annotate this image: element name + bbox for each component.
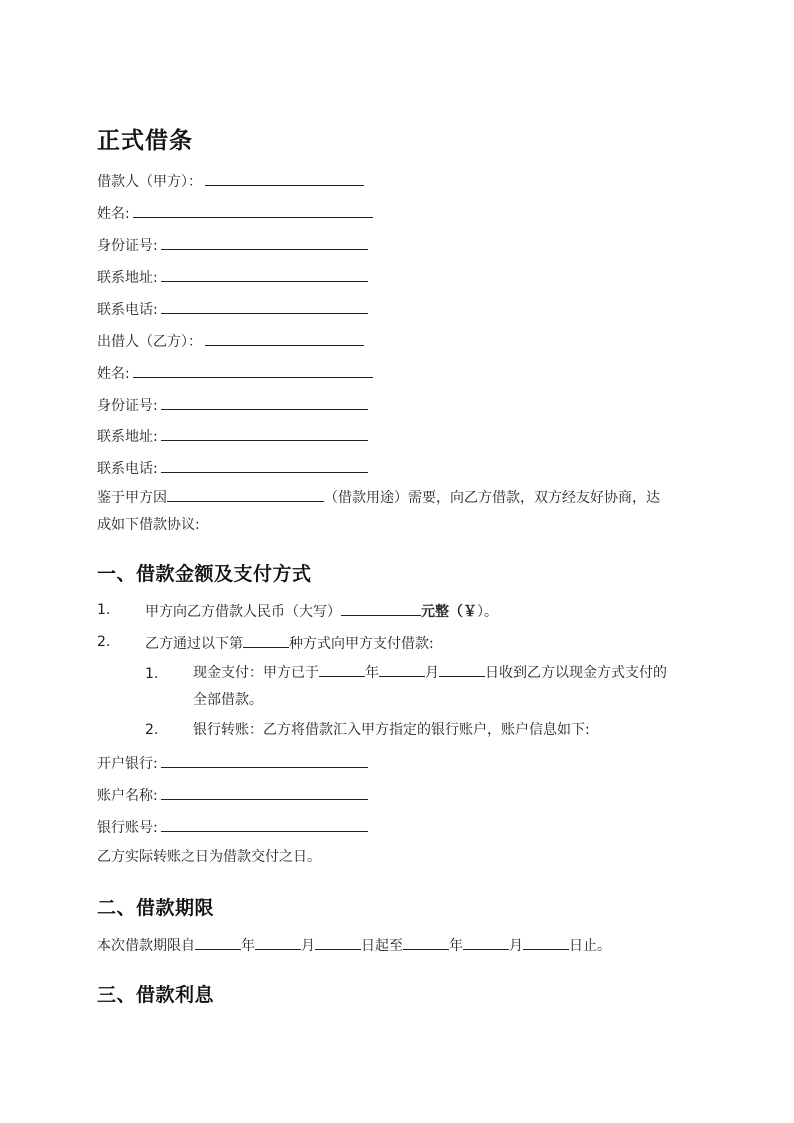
purpose-blank[interactable] — [167, 487, 324, 502]
borrower-name-label: 姓名: — [97, 206, 130, 222]
borrower-phone-blank[interactable] — [161, 299, 368, 314]
section3-heading: 三、借款利息 — [97, 984, 215, 1006]
item2-text-before: 乙方通过以下第 — [145, 636, 243, 652]
start-day-blank[interactable] — [315, 935, 361, 950]
end-month-blank[interactable] — [463, 935, 509, 950]
section1-item1 — [145, 601, 498, 621]
account-name-label: 账户名称: — [97, 788, 158, 804]
sub2-text: 银行转账：乙方将借款汇入甲方指定的银行账户，账户信息如下: — [193, 722, 590, 738]
bank-blank[interactable] — [161, 753, 368, 768]
section2-heading: 二、借款期限 — [97, 897, 215, 919]
item1-bold-text: 元整（￥ — [421, 604, 477, 620]
account-number-label: 银行账号: — [97, 820, 158, 836]
lender-line — [97, 331, 364, 351]
bank-line — [97, 753, 368, 773]
account-name-blank[interactable] — [161, 785, 368, 800]
borrower-address-blank[interactable] — [161, 267, 368, 282]
borrower-id-line — [97, 235, 368, 255]
document-title: 正式借条 — [97, 128, 193, 154]
borrower-address-label: 联系地址: — [97, 270, 158, 286]
sub1-text — [193, 660, 703, 714]
item1-text-after: ）。 — [477, 604, 498, 620]
sub1-line2: 全部借款。 — [193, 692, 263, 708]
account-name-line — [97, 785, 368, 805]
borrower-id-blank[interactable] — [161, 235, 368, 250]
borrower-phone-line — [97, 299, 368, 319]
lender-address-label: 联系地址: — [97, 429, 158, 445]
term-t4: 日起至 — [361, 938, 403, 954]
lender-blank[interactable] — [205, 331, 364, 346]
lender-name-line — [97, 363, 373, 383]
borrower-id-label: 身份证号: — [97, 238, 158, 254]
sub1-t1: 现金支付：甲方已于 — [193, 665, 319, 681]
term-t7: 日止。 — [569, 938, 611, 954]
item1-text-before: 甲方向乙方借款人民币（大写） — [145, 604, 341, 620]
item2-text-after: 种方式向甲方支付借款: — [289, 636, 434, 652]
term-t5: 年 — [449, 938, 463, 954]
account-number-line — [97, 817, 368, 837]
lender-address-line — [97, 426, 368, 446]
borrower-name-blank[interactable] — [133, 203, 373, 218]
intro-paragraph — [97, 485, 697, 539]
term-t1: 本次借款期限自 — [97, 938, 195, 954]
account-number-blank[interactable] — [161, 817, 368, 832]
amount-uppercase-blank[interactable] — [341, 601, 421, 616]
lender-phone-line — [97, 458, 368, 478]
lender-label: 出借人（乙方）： — [97, 334, 202, 350]
borrower-label: 借款人（甲方）： — [97, 174, 202, 190]
lender-address-blank[interactable] — [161, 426, 368, 441]
lender-phone-label: 联系电话: — [97, 461, 158, 477]
sub1-t2: 年 — [365, 665, 379, 681]
loan-term-line — [97, 935, 611, 955]
cash-month-blank[interactable] — [379, 662, 425, 677]
lender-phone-blank[interactable] — [161, 458, 368, 473]
borrower-name-line — [97, 203, 373, 223]
intro-line2: 成如下借款协议: — [97, 517, 200, 533]
sub1-number: 1. — [145, 666, 159, 682]
section1-item1-number: 1. — [97, 602, 111, 618]
lender-name-label: 姓名: — [97, 366, 130, 382]
payment-method-blank[interactable] — [243, 633, 289, 648]
sub2-number: 2. — [145, 722, 159, 738]
start-year-blank[interactable] — [195, 935, 241, 950]
borrower-address-line — [97, 267, 368, 287]
term-t2: 年 — [241, 938, 255, 954]
borrower-line — [97, 171, 364, 191]
borrower-blank[interactable] — [205, 171, 364, 186]
cash-year-blank[interactable] — [319, 662, 365, 677]
section1-item2-number: 2. — [97, 634, 111, 650]
lender-id-label: 身份证号: — [97, 398, 158, 414]
end-day-blank[interactable] — [523, 935, 569, 950]
delivery-note: 乙方实际转账之日为借款交付之日。 — [97, 849, 321, 865]
bank-label: 开户银行: — [97, 756, 158, 772]
intro-after: （借款用途）需要，向乙方借款，双方经友好协商，达 — [324, 490, 660, 506]
end-year-blank[interactable] — [403, 935, 449, 950]
term-t3: 月 — [301, 938, 315, 954]
lender-name-blank[interactable] — [133, 363, 373, 378]
lender-id-line — [97, 395, 368, 415]
term-t6: 月 — [509, 938, 523, 954]
sub1-t3: 月 — [425, 665, 439, 681]
intro-before: 鉴于甲方因 — [97, 490, 167, 506]
lender-id-blank[interactable] — [161, 395, 368, 410]
section1-heading: 一、借款金额及支付方式 — [97, 563, 312, 585]
start-month-blank[interactable] — [255, 935, 301, 950]
section1-item2 — [145, 633, 434, 653]
borrower-phone-label: 联系电话: — [97, 302, 158, 318]
cash-day-blank[interactable] — [439, 662, 485, 677]
sub1-t4: 日收到乙方以现金方式支付的 — [485, 665, 667, 681]
